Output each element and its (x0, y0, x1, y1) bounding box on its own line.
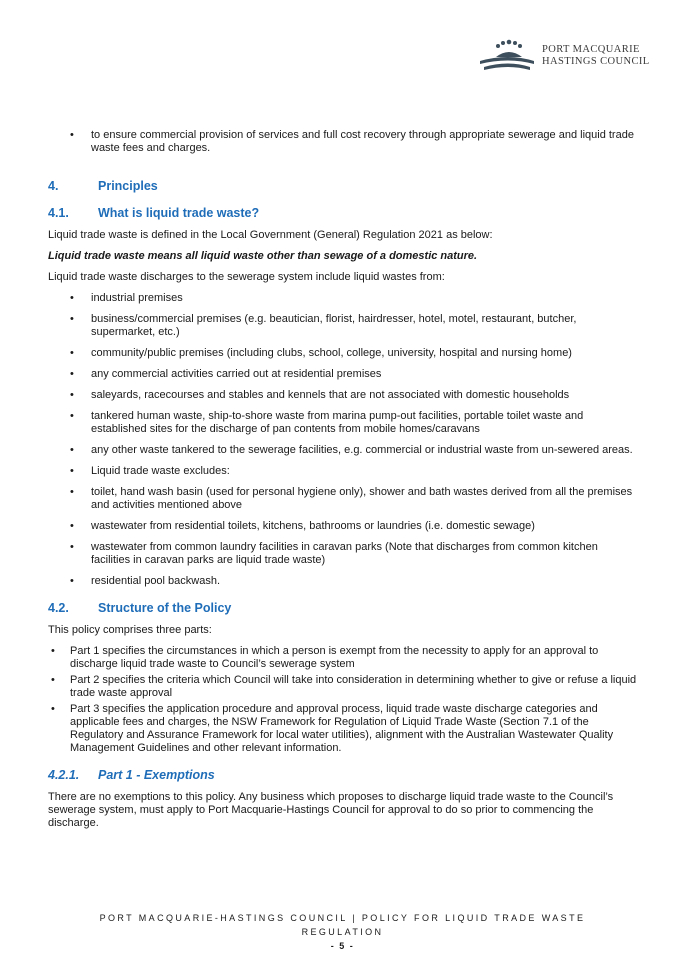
definition-statement: Liquid trade waste means all liquid waste other than sewage of a domestic nature. (48, 250, 478, 262)
list-item: • business/commercial premises (e.g. beautician, florist, hairdresser, hotel, motel, restaurant, butcher, supermarket, etc.) (48, 313, 638, 339)
list-item: • wastewater from residential toilets, kitchens, bathrooms or laundries (i.e. domestic sewage) (48, 520, 638, 533)
logo-line-2: HASTINGS COUNCIL (542, 56, 650, 67)
section-number: 4.1. (48, 206, 69, 220)
list-item: • saleyards, racecourses and stables and kennels that are not associated with domestic households (48, 389, 638, 402)
policy-structure-intro: This policy comprises three parts: (48, 624, 212, 636)
list-item: • tankered human waste, ship-to-shore waste from marina pump-out facilities, portable toilet waste and established sites for the discharge of pan contents from mobile homes/caravans (48, 410, 638, 436)
section-number: 4.2. (48, 601, 69, 615)
section-number: 4. (48, 179, 59, 193)
definition-intro: Liquid trade waste is defined in the Local Government (General) Regulation 2021 as below: (48, 229, 493, 241)
footer-line-1: PORT MACQUARIE-HASTINGS COUNCIL | POLICY FOR LIQUID TRADE WASTE (99, 913, 586, 923)
page-content (48, 129, 638, 838)
discharge-intro: Liquid trade waste discharges to the sewerage system include liquid wastes from: (48, 271, 445, 283)
list-item: • residential pool backwash. (48, 575, 638, 588)
footer-line-2: REGULATION (301, 927, 384, 937)
section-number: 4.2.1. (48, 768, 80, 782)
list-item: • toilet, hand wash basin (used for personal hygiene only), shower and bath wastes derived from all the premises and activities mentioned above (48, 486, 638, 512)
section-4-heading (48, 180, 638, 193)
page-number: - 5 - (330, 941, 355, 951)
list-item: • community/public premises (including clubs, school, college, university, hospital and nursing home) (48, 347, 638, 360)
intro-bullet: • to ensure commercial provision of services and full cost recovery through appropriate sewerage and liquid trade waste fees and charges. (48, 129, 638, 155)
section-4-2-heading (48, 602, 638, 615)
policy-parts-list (48, 645, 638, 755)
list-item: • Part 2 specifies the criteria which Council will take into consideration in determining whether to give or refuse a liquid trade waste approval (48, 674, 638, 700)
exemptions-paragraph: There are no exemptions to this policy. Any business which proposes to discharge liquid trade waste to the Council’s sewerage system, must apply to Port Macquarie-Hastings Council for approval to do so prior to commencing the discharge. (48, 791, 614, 829)
section-title: What is liquid trade waste? (98, 206, 260, 220)
section-4-1-heading (48, 207, 638, 220)
council-logo-icon (478, 38, 536, 74)
list-item: • Part 1 specifies the circumstances in which a person is exempt from the necessity to apply for an approval to discharge liquid trade waste to Council’s sewerage system (48, 645, 638, 671)
council-logo (478, 38, 650, 74)
section-4-2-1-heading (48, 769, 638, 782)
list-item: • industrial premises (48, 292, 638, 305)
logo-text (542, 44, 650, 68)
page-footer (0, 911, 685, 953)
section-title: Part 1 - Exemptions (98, 768, 215, 782)
list-item: • Liquid trade waste excludes: (48, 465, 638, 478)
list-item: • any other waste tankered to the sewerage facilities, e.g. commercial or industrial waste from un-sewered areas. (48, 444, 638, 457)
section-title: Principles (98, 179, 158, 193)
section-title: Structure of the Policy (98, 601, 232, 615)
waste-sources-list (48, 292, 638, 588)
list-item: • Part 3 specifies the application procedure and approval process, liquid trade waste discharge categories and applicable fees and charges, the NSW Framework for Regulation of Liquid Trade Waste (Section 7.1 of the Regulatory and Assurance Framework for local water utilities), alignment with the Australian Wastewater Quality Management Guidelines and other relevant information. (48, 703, 638, 755)
logo-line-1: PORT MACQUARIE (542, 44, 640, 55)
list-item: • wastewater from common laundry facilities in caravan parks (Note that discharges from common kitchen facilities in caravan parks are liquid trade waste) (48, 541, 638, 567)
list-item: • any commercial activities carried out at residential premises (48, 368, 638, 381)
